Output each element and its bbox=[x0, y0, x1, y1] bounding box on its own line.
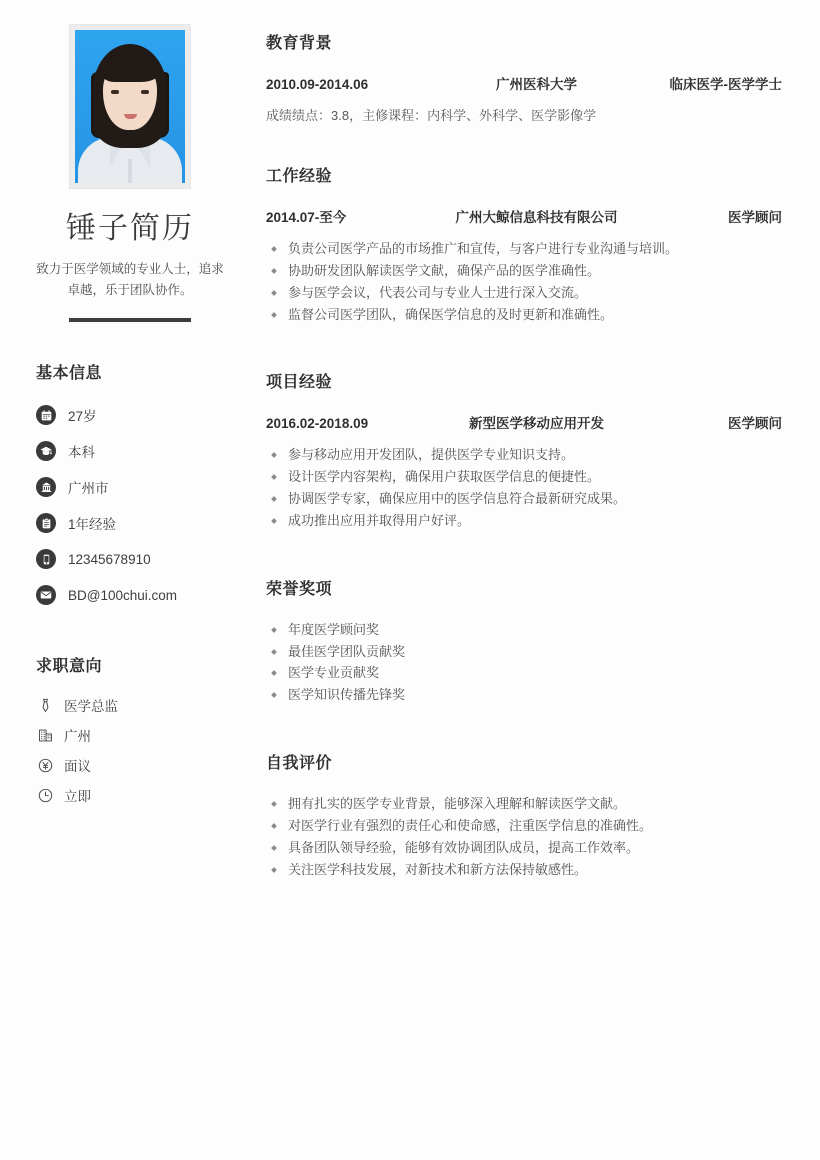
header-divider bbox=[69, 318, 191, 322]
education-section bbox=[266, 30, 782, 127]
list-item: 设计医学内容架构，确保用户获取医学信息的便捷性。 bbox=[266, 466, 782, 488]
education-school: 广州医科大学 bbox=[496, 77, 577, 92]
work-experience-section bbox=[266, 163, 782, 325]
envelope-icon bbox=[36, 585, 56, 605]
sidebar bbox=[0, 0, 260, 810]
job-intention-label: 立即 bbox=[64, 789, 91, 805]
main-content bbox=[260, 0, 820, 910]
basic-info-title: 基本信息 bbox=[36, 365, 103, 383]
education-title: 教育背景 bbox=[266, 35, 333, 52]
yuan-circle-icon bbox=[36, 756, 54, 774]
project-bullet-list bbox=[266, 444, 782, 531]
job-intention-section bbox=[20, 653, 240, 810]
basic-info-item-email bbox=[36, 577, 240, 613]
project-name: 新型医学移动应用开发 bbox=[469, 416, 604, 432]
list-item: 具备团队领导经验，能够有效协调团队成员，提高工作效率。 bbox=[266, 837, 782, 859]
list-item: 监督公司医学团队，确保医学信息的及时更新和准确性。 bbox=[266, 304, 782, 326]
education-date: 2010.09-2014.06 bbox=[266, 77, 369, 92]
self-evaluation-section bbox=[266, 750, 782, 880]
work-role: 医学顾问 bbox=[728, 210, 782, 226]
self-evaluation-title: 自我评价 bbox=[266, 755, 333, 773]
education-note: 成绩绩点：3.8，主修课程：内科学、外科学、医学影像学 bbox=[266, 108, 597, 123]
profile-photo-frame bbox=[69, 24, 191, 189]
calendar-icon bbox=[36, 405, 56, 425]
candidate-tagline: 致力于医学领域的专业人士，追求卓越，乐于团队协作。 bbox=[36, 262, 224, 297]
work-entry-header bbox=[266, 206, 782, 226]
basic-info-section bbox=[20, 360, 240, 613]
list-item: 医学知识传播先锋奖 bbox=[266, 684, 782, 706]
basic-info-label: 27岁 bbox=[68, 409, 97, 425]
graduation-cap-icon bbox=[36, 441, 56, 461]
list-item: 参与医学会议，代表公司与专业人士进行深入交流。 bbox=[266, 282, 782, 304]
project-date: 2016.02-2018.09 bbox=[266, 416, 369, 432]
project-experience-section bbox=[266, 369, 782, 531]
list-item: 对医学行业有强烈的责任心和使命感，注重医学信息的准确性。 bbox=[266, 815, 782, 837]
photo-shirt-placket bbox=[128, 159, 132, 183]
project-role: 医学顾问 bbox=[728, 416, 782, 432]
job-intention-item-availability bbox=[36, 780, 240, 810]
job-intention-label: 医学总监 bbox=[64, 699, 118, 715]
basic-info-label: 本科 bbox=[68, 445, 95, 461]
work-bullet-list bbox=[266, 238, 782, 325]
office-building-icon bbox=[36, 726, 54, 744]
list-item: 负责公司医学产品的市场推广和宣传，与客户进行专业沟通与培训。 bbox=[266, 238, 782, 260]
list-item: 成功推出应用并取得用户好评。 bbox=[266, 510, 782, 532]
list-item: 年度医学顾问奖 bbox=[266, 619, 782, 641]
basic-info-item-city bbox=[36, 469, 240, 505]
education-degree: 临床医学-医学学士 bbox=[669, 77, 782, 92]
basic-info-item-phone bbox=[36, 541, 240, 577]
job-intention-item-position bbox=[36, 690, 240, 720]
candidate-name: 锤子简历 bbox=[66, 212, 194, 245]
basic-info-label: 1年经验 bbox=[68, 517, 117, 533]
honors-title: 荣誉奖项 bbox=[266, 580, 333, 598]
work-date: 2014.07-至今 bbox=[266, 210, 347, 226]
project-experience-title: 项目经验 bbox=[266, 374, 333, 392]
education-entry-header bbox=[266, 73, 782, 93]
list-item: 协调医学专家，确保应用中的医学信息符合最新研究成果。 bbox=[266, 488, 782, 510]
basic-info-label: 广州市 bbox=[68, 481, 109, 497]
work-company: 广州大鲸信息科技有限公司 bbox=[455, 210, 618, 226]
work-experience-title: 工作经验 bbox=[266, 168, 333, 186]
list-item: 参与移动应用开发团队，提供医学专业知识支持。 bbox=[266, 444, 782, 466]
phone-icon bbox=[36, 549, 56, 569]
job-intention-item-city bbox=[36, 720, 240, 750]
photo-eye-right bbox=[141, 90, 149, 94]
profile-photo bbox=[75, 30, 185, 183]
list-item: 关注医学科技发展，对新技术和新方法保持敏感性。 bbox=[266, 859, 782, 881]
clock-icon bbox=[36, 786, 54, 804]
basic-info-item-education bbox=[36, 433, 240, 469]
job-intention-item-salary bbox=[36, 750, 240, 780]
building-icon bbox=[36, 477, 56, 497]
photo-eye-left bbox=[111, 90, 119, 94]
clipboard-icon bbox=[36, 513, 56, 533]
list-item: 拥有扎实的医学专业背景，能够深入理解和解读医学文献。 bbox=[266, 793, 782, 815]
self-evaluation-bullet-list bbox=[266, 793, 782, 880]
job-intention-title: 求职意向 bbox=[36, 658, 103, 676]
honors-section bbox=[266, 576, 782, 706]
basic-info-item-age bbox=[36, 397, 240, 433]
list-item: 医学专业贡献奖 bbox=[266, 662, 782, 684]
basic-info-label: BD@100chui.com bbox=[68, 587, 178, 603]
job-intention-label: 面议 bbox=[64, 759, 91, 775]
photo-fringe bbox=[99, 52, 161, 82]
basic-info-label: 12345678910 bbox=[68, 551, 151, 567]
job-intention-label: 广州 bbox=[64, 729, 91, 745]
necktie-icon bbox=[36, 696, 54, 714]
basic-info-item-experience bbox=[36, 505, 240, 541]
list-item: 协助研发团队解读医学文献，确保产品的医学准确性。 bbox=[266, 260, 782, 282]
honors-bullet-list bbox=[266, 619, 782, 706]
project-entry-header bbox=[266, 412, 782, 432]
list-item: 最佳医学团队贡献奖 bbox=[266, 641, 782, 663]
